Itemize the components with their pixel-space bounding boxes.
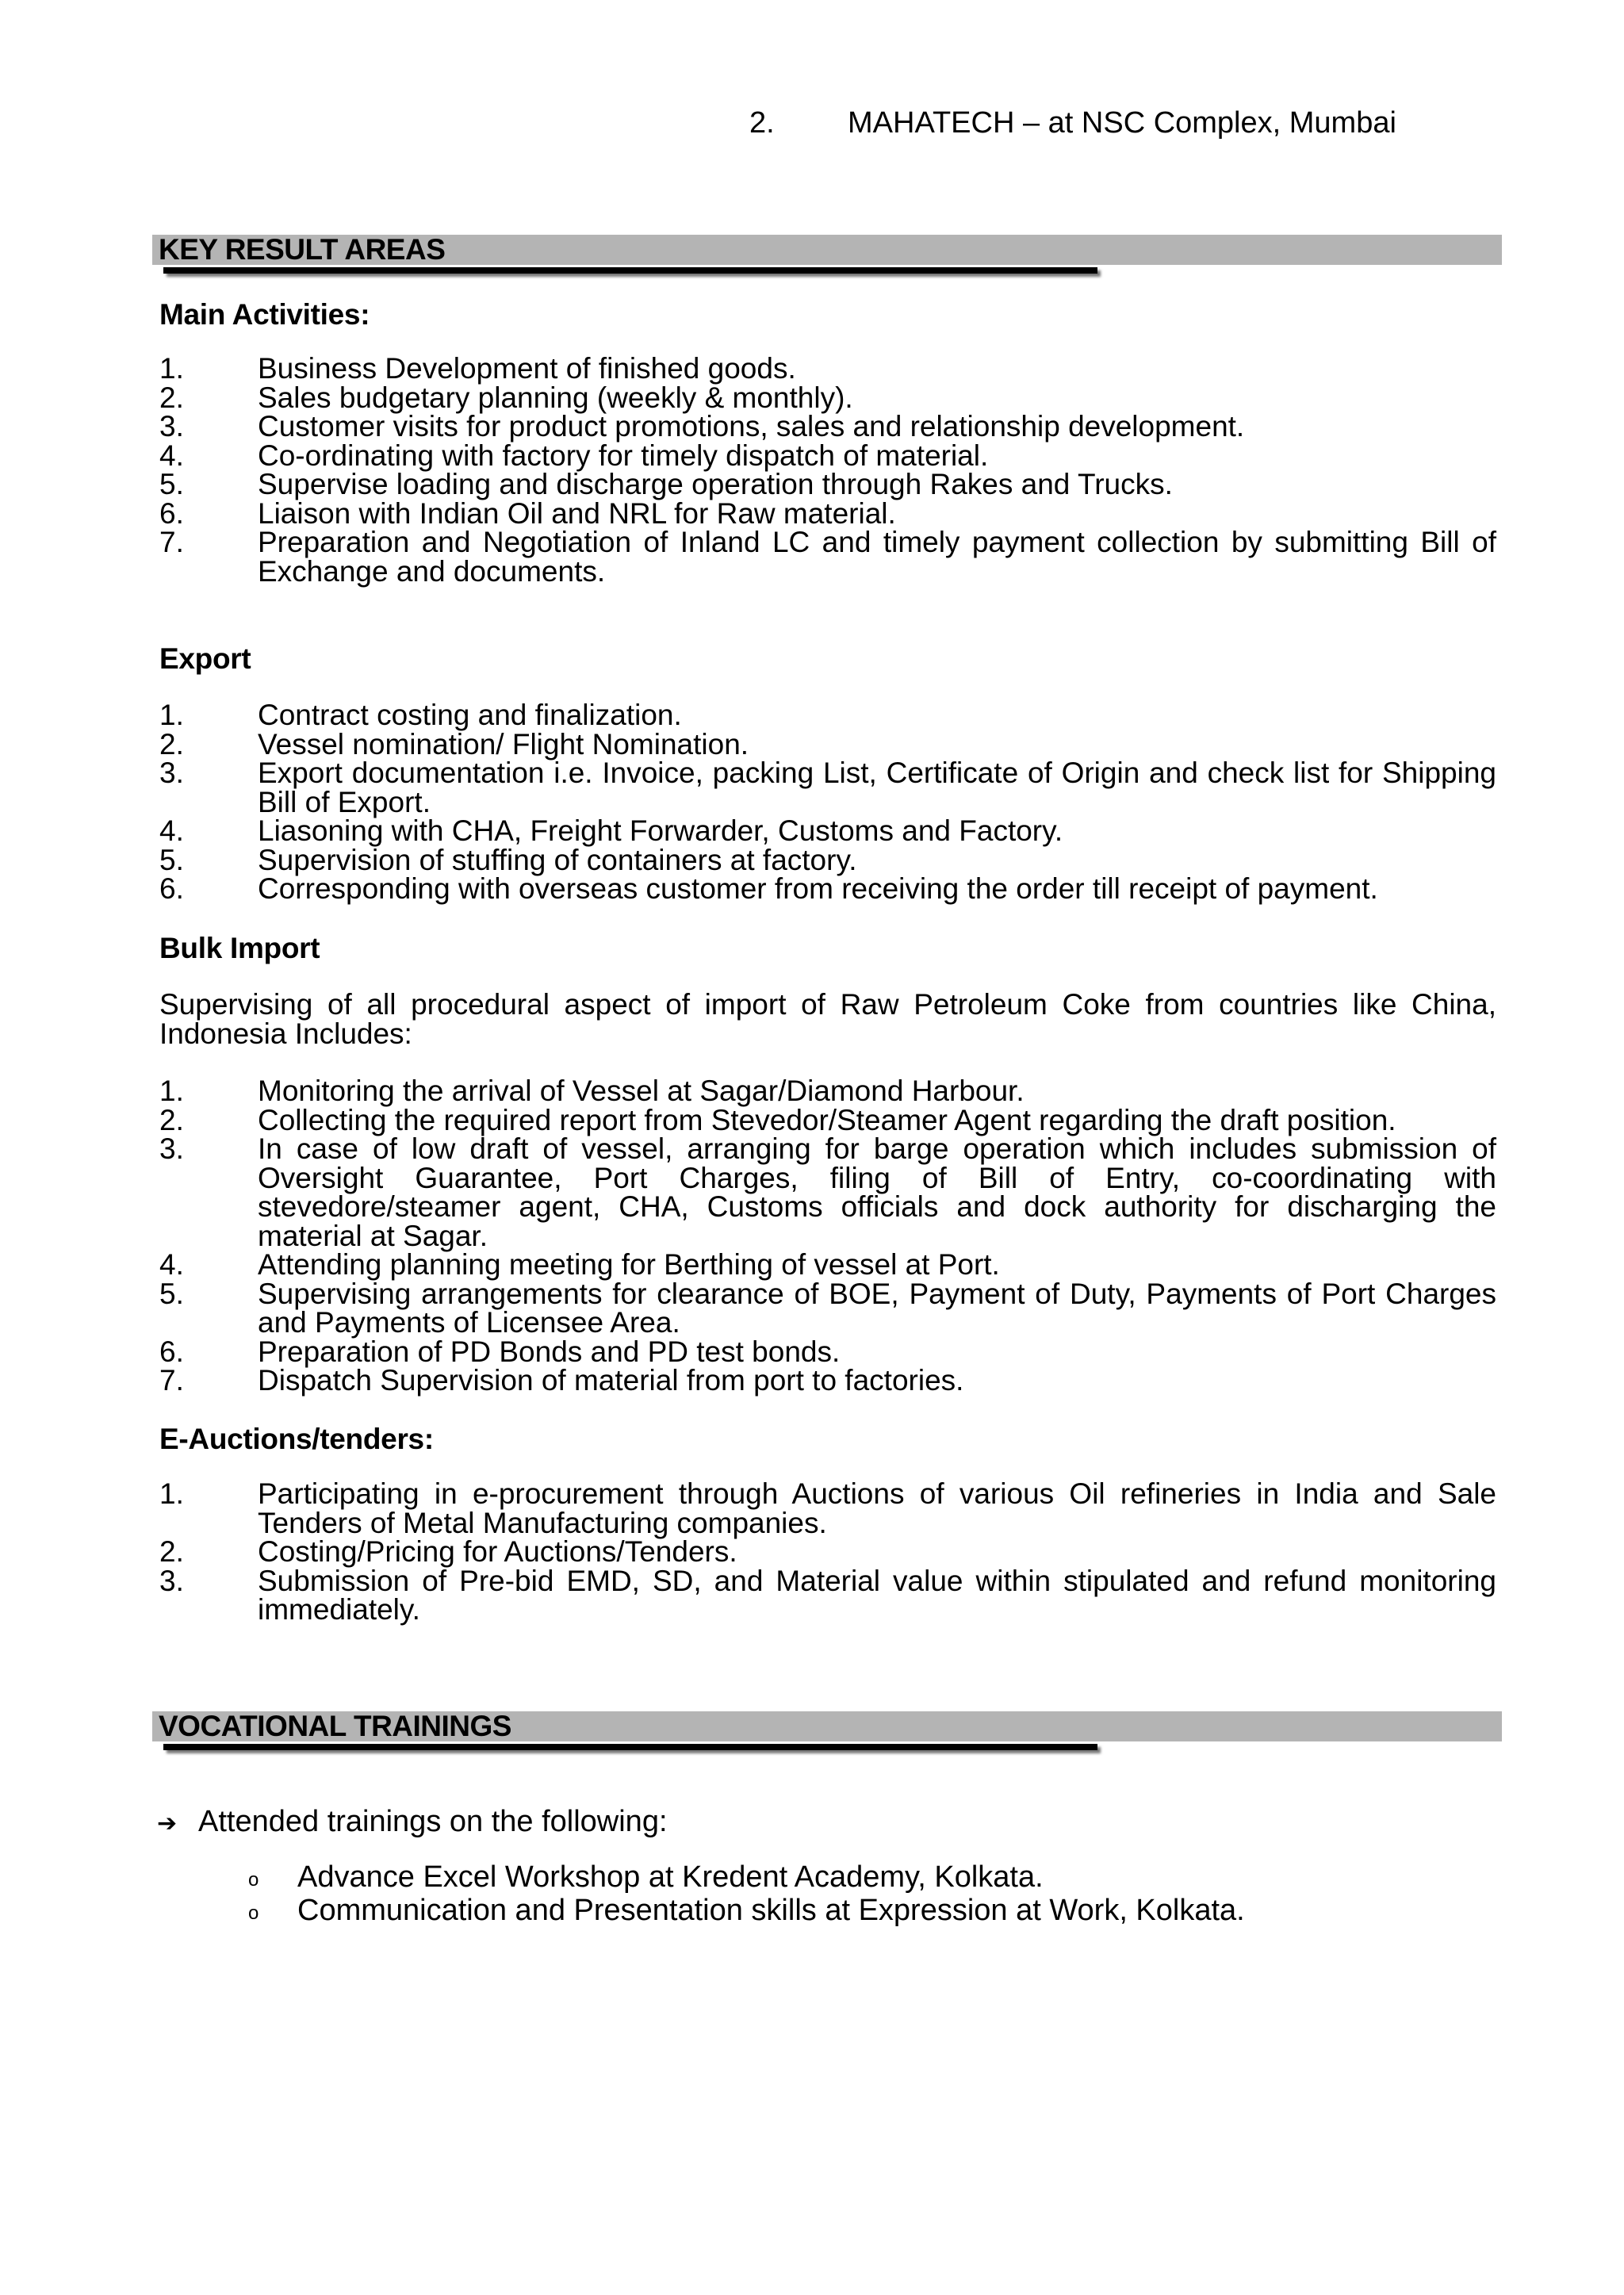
list-item-text: Vessel nomination/ Flight Nomination. — [258, 727, 749, 761]
list-item-number: 4. — [159, 1248, 184, 1281]
list-item-text: Attending planning meeting for Berthing of vessel at Port. — [258, 1248, 1000, 1281]
trainings-intro — [157, 1805, 668, 1839]
main-activity-item — [159, 439, 1496, 472]
job-entry-header — [749, 106, 1396, 140]
export-item — [159, 872, 1496, 905]
e-auction-item — [159, 1535, 1496, 1568]
list-item-number: 5. — [159, 843, 184, 876]
job-entry-number: 2. — [749, 106, 775, 140]
list-item-text: Co-ordinating with factory for timely dispatch of material. — [258, 439, 989, 472]
bulk-import-item — [159, 1132, 1496, 1252]
e-auction-item — [159, 1477, 1496, 1539]
section-underline — [163, 267, 1097, 274]
section-title: KEY RESULT AREAS — [159, 233, 446, 266]
main-activity-item — [159, 412, 1496, 442]
heading-e-auctions: E-Auctions/tenders: — [159, 1423, 434, 1455]
export-list — [159, 701, 1496, 904]
heading-export: Export — [159, 642, 251, 675]
section-underline — [163, 1744, 1097, 1750]
list-item-number: 6. — [159, 872, 184, 905]
list-item-number: 3. — [159, 757, 184, 789]
bulk-import-list — [159, 1077, 1496, 1396]
bulk-import-item — [159, 1103, 1496, 1136]
list-item-text: Costing/Pricing for Auctions/Tenders. — [258, 1535, 737, 1568]
section-title: VOCATIONAL TRAININGS — [159, 1710, 511, 1742]
main-activity-item — [159, 528, 1496, 586]
trainings-list — [248, 1860, 1245, 1927]
training-item-text: Advance Excel Workshop at Kredent Academy, Kolkata. — [297, 1860, 1044, 1894]
list-item-text: Monitoring the arrival of Vessel at Sagar/Diamond Harbour. — [258, 1075, 1025, 1107]
list-item-number: 1. — [159, 699, 184, 731]
training-item-text: Communication and Presentation skills at Expression at Work, Kolkata. — [297, 1894, 1245, 1927]
main-activity-item — [159, 496, 1496, 530]
section-header-key-result-areas — [152, 235, 1502, 265]
list-item-text: Contract costing and finalization. — [258, 699, 682, 731]
main-activity-item — [159, 354, 1496, 384]
list-item-text: Customer visits for product promotions, sales and relationship development. — [258, 410, 1245, 443]
list-item-text: Supervision of stuffing of containers at factory. — [258, 843, 857, 876]
list-item-number: 5. — [159, 468, 184, 500]
list-item-text: Dispatch Supervision of material from port to factories. — [258, 1364, 964, 1397]
list-item-text: Sales budgetary planning (weekly & monthly). — [258, 381, 853, 414]
list-item-text: Preparation and Negotiation of Inland LC and timely payment collection by submitting Bill of Exchange and documents. — [258, 526, 1496, 588]
main-activities-list — [159, 354, 1496, 586]
circle-bullet-icon: o — [248, 1869, 259, 1891]
list-item-number: 2. — [159, 381, 184, 414]
section-header-vocational-trainings — [152, 1711, 1502, 1741]
list-item-text: Business Development of finished goods. — [258, 352, 796, 385]
list-item-number: 6. — [159, 496, 184, 530]
bulk-import-item — [159, 1335, 1496, 1368]
bulk-import-item — [159, 1277, 1496, 1339]
export-item — [159, 843, 1496, 876]
list-item-number: 2. — [159, 1103, 184, 1136]
export-item — [159, 814, 1496, 847]
list-item-number: 4. — [159, 814, 184, 847]
list-item-number: 3. — [159, 1564, 184, 1597]
e-auction-item — [159, 1564, 1496, 1626]
heading-main-activities: Main Activities: — [159, 298, 370, 331]
arrow-right-icon: ➔ — [157, 1810, 178, 1837]
list-item-text: Supervise loading and discharge operation through Rakes and Trucks. — [258, 468, 1173, 500]
list-item-text: Liasoning with CHA, Freight Forwarder, Customs and Factory. — [258, 814, 1063, 847]
main-activity-item — [159, 470, 1496, 500]
list-item-number: 4. — [159, 439, 184, 472]
bulk-import-intro: Supervising of all procedural aspect of import of Raw Petroleum Coke from countries like China, Indonesia Includes: — [159, 988, 1496, 1050]
export-item — [159, 759, 1496, 817]
list-item-text: Submission of Pre-bid EMD, SD, and Material value within stipulated and refund monitoring immediately. — [258, 1564, 1496, 1626]
bulk-import-item — [159, 1366, 1496, 1396]
list-item-number: 5. — [159, 1277, 184, 1310]
list-item-number: 2. — [159, 727, 184, 761]
list-item-number: 1. — [159, 1075, 184, 1107]
job-entry-title: MAHATECH – at NSC Complex, Mumbai — [848, 106, 1396, 140]
list-item-text: Supervising arrangements for clearance of BOE, Payment of Duty, Payments of Port Charges and Payments of Licensee Area. — [258, 1277, 1496, 1339]
list-item-number: 3. — [159, 410, 184, 443]
list-item-number: 3. — [159, 1132, 184, 1165]
list-item-text: In case of low draft of vessel, arranging for barge operation which includes submission of Oversight Guarantee, Port Charges, filing of Bill of Entry, co-coordinating with stevedore/steamer agent, CHA, Customs officials and dock authority for discharging the material at Sagar. — [258, 1132, 1496, 1252]
list-item-number: 2. — [159, 1535, 184, 1568]
list-item-text: Participating in e-procurement through Auctions of various Oil refineries in India and Sale Tenders of Metal Manufacturing companies. — [258, 1477, 1496, 1539]
list-item-number: 7. — [159, 1364, 184, 1397]
list-item-number: 7. — [159, 526, 184, 558]
training-item — [248, 1860, 1245, 1894]
list-item-number: 1. — [159, 1477, 184, 1510]
e-auctions-list — [159, 1477, 1496, 1626]
circle-bullet-icon: o — [248, 1902, 259, 1924]
list-item-text: Export documentation i.e. Invoice, packing List, Certificate of Origin and check list for Shipping Bill of Export. — [258, 757, 1496, 818]
heading-bulk-import: Bulk Import — [159, 932, 320, 964]
list-item-text: Preparation of PD Bonds and PD test bonds. — [258, 1335, 841, 1368]
list-item-text: Liaison with Indian Oil and NRL for Raw material. — [258, 496, 896, 530]
export-item — [159, 727, 1496, 761]
training-item — [248, 1894, 1245, 1927]
list-item-text: Collecting the required report from Stevedor/Steamer Agent regarding the draft position. — [258, 1103, 1396, 1136]
list-item-number: 6. — [159, 1335, 184, 1368]
list-item-number: 1. — [159, 352, 184, 385]
trainings-intro-text: Attended trainings on the following: — [198, 1805, 668, 1838]
main-activity-item — [159, 381, 1496, 414]
bulk-import-item — [159, 1248, 1496, 1281]
list-item-text: Corresponding with overseas customer from receiving the order till receipt of payment. — [258, 872, 1378, 905]
bulk-import-item — [159, 1077, 1496, 1106]
export-item — [159, 701, 1496, 730]
